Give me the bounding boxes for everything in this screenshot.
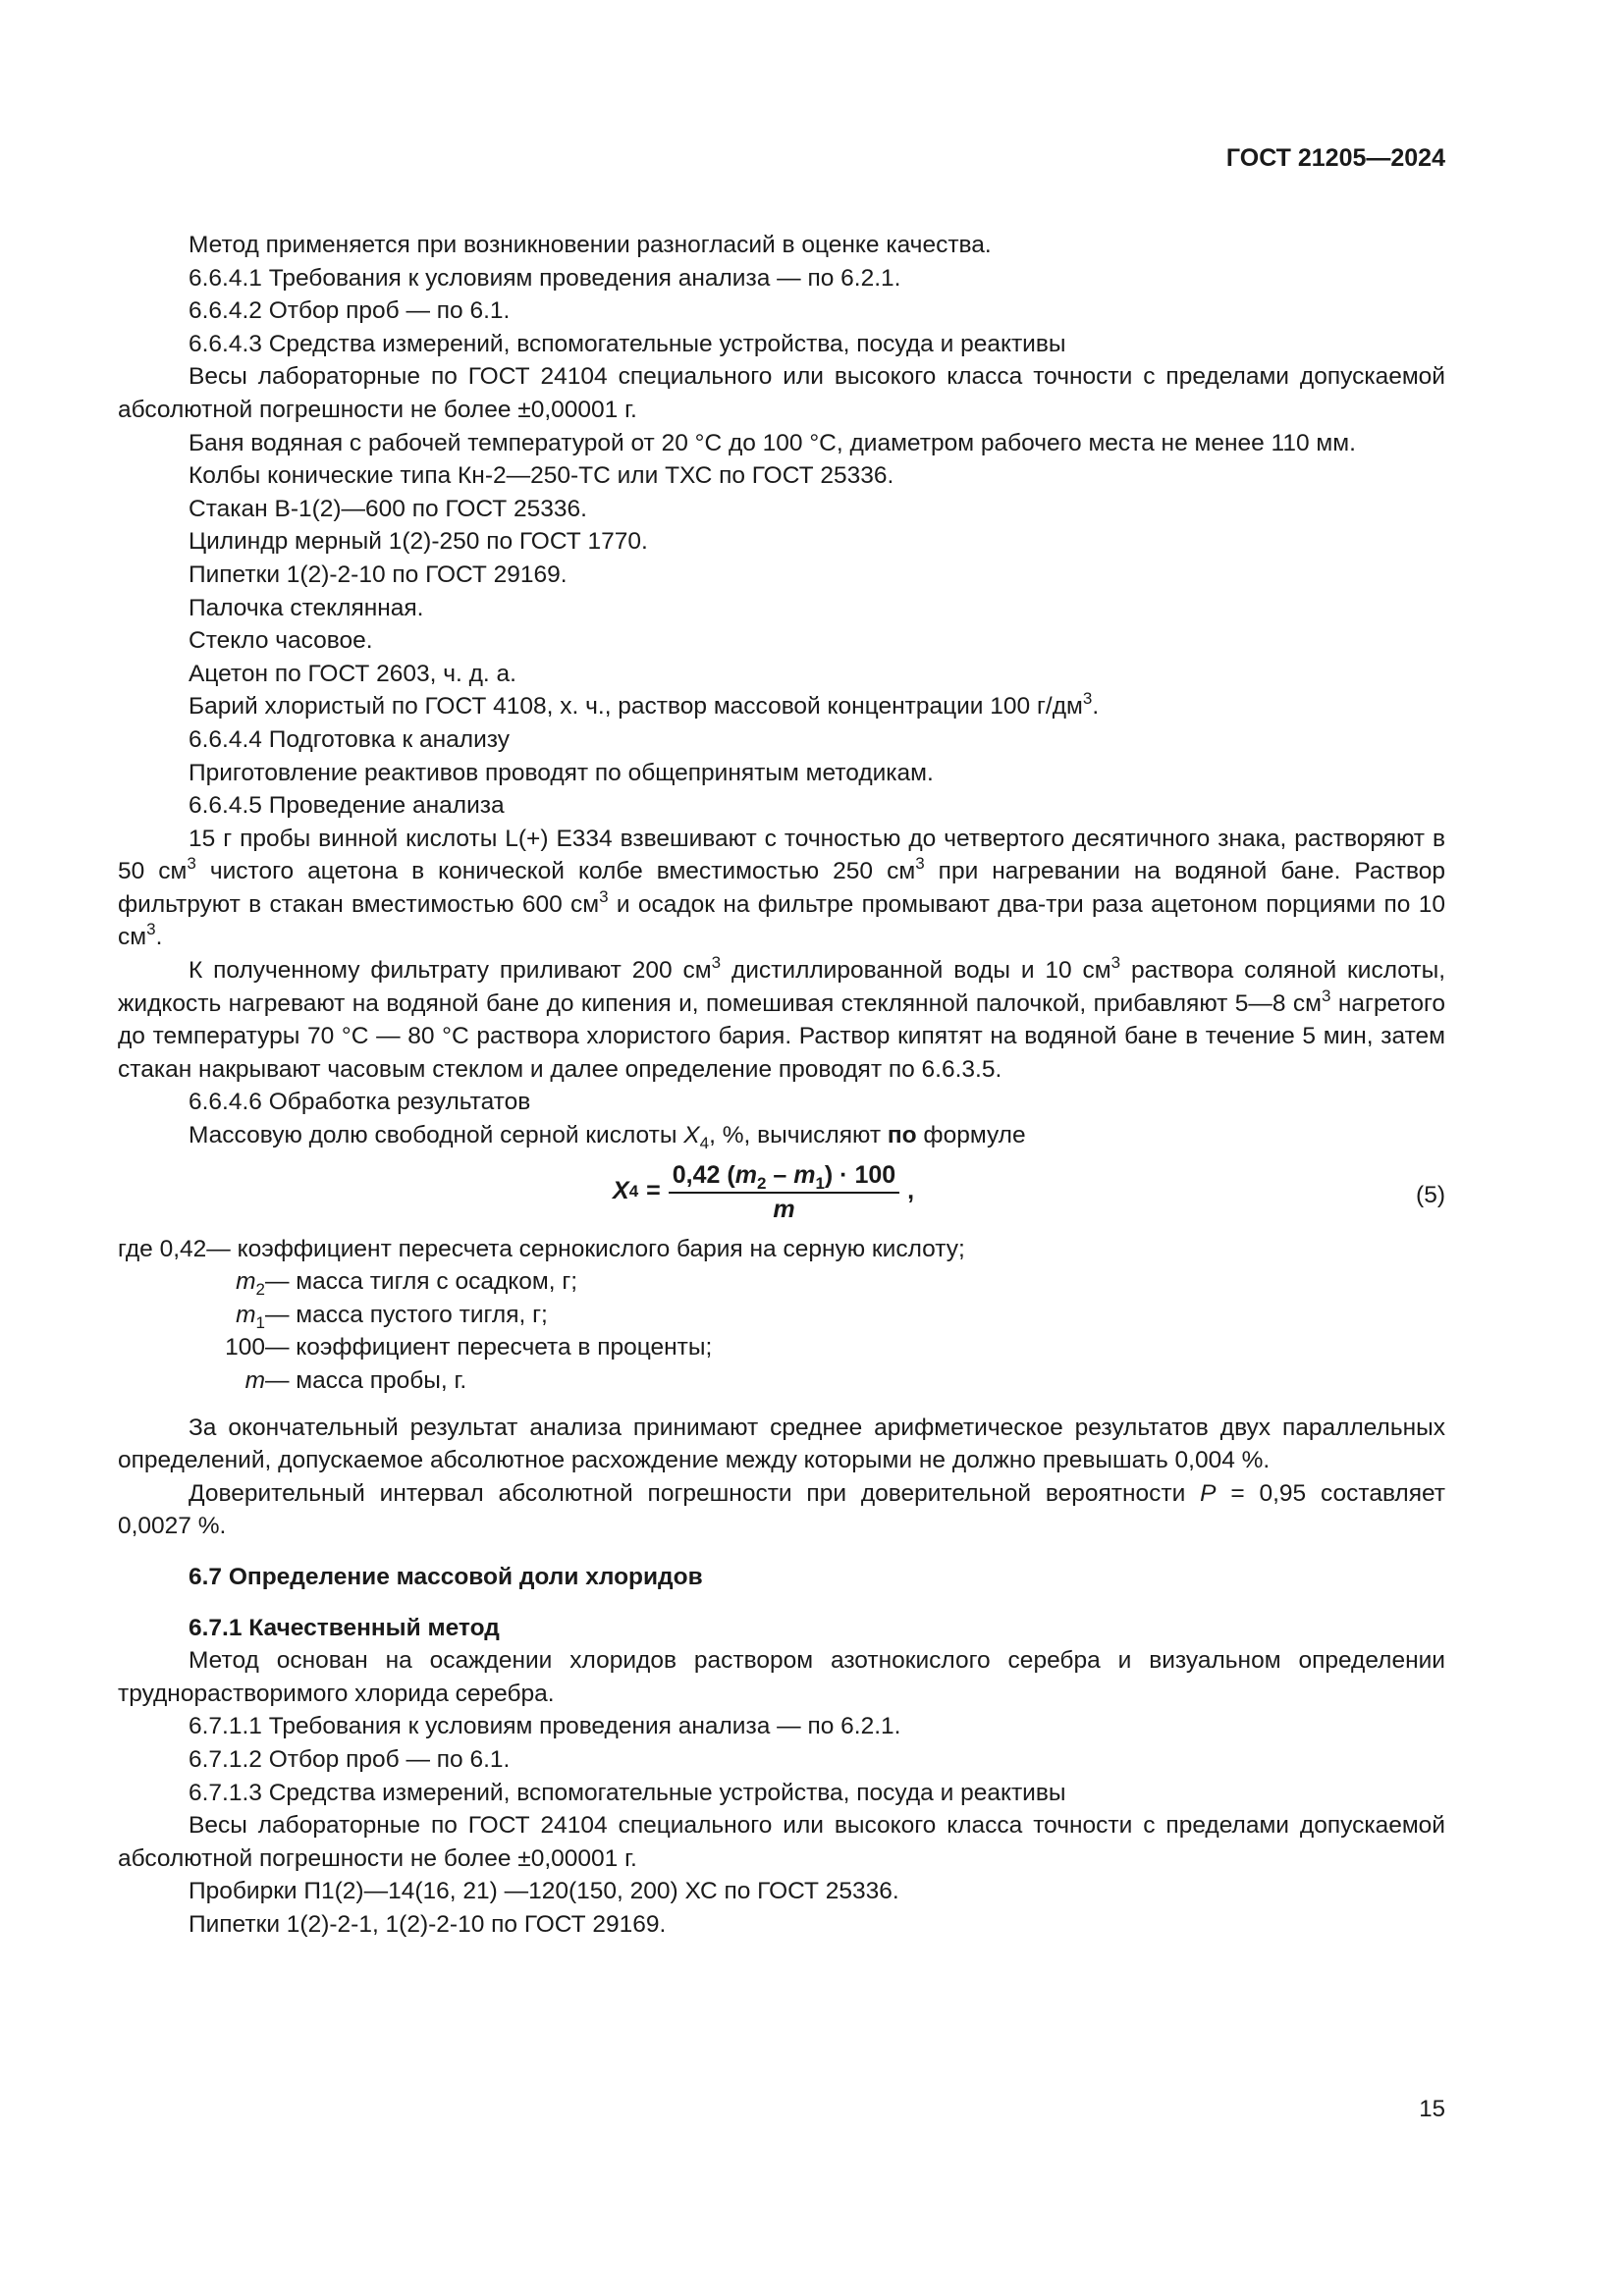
text-run: Доверительный интервал абсолютной погрешности при доверительной вероятности [189, 1479, 1201, 1507]
formula-number: (5) [1416, 1181, 1445, 1208]
clause-6-6-4-5: 6.6.4.5 Проведение анализа [189, 792, 505, 820]
text-run: ) · 100 [824, 1160, 896, 1189]
text-run: – [766, 1160, 794, 1189]
document-header: ГОСТ 21205—2024 [1225, 144, 1445, 172]
definition-text: — масса пустого тигля, г; [265, 1301, 548, 1328]
text-run: . [155, 924, 163, 951]
paragraph: За окончательный результат анализа принимают среднее арифметическое результатов двух параллельных определений, допускаемое абсолютное расхождение между которыми не должно превышать 0,004 %. [118, 1414, 1445, 1474]
paragraph: Весы лабораторные по ГОСТ 24104 специального или высокого класса точности с пределами допускаемой абсолютной погрешности не более ±0,00001 г. [118, 1812, 1445, 1872]
subscript: 4 [699, 1134, 710, 1153]
variable: m [236, 1268, 256, 1296]
text-run: К полученному фильтрату приливают 200 см [189, 957, 712, 985]
definition-row [118, 1265, 1445, 1299]
definition-row [118, 1299, 1445, 1332]
paragraph: Пипетки 1(2)-2-1, 1(2)-2-10 по ГОСТ 29169. [189, 1910, 667, 1938]
superscript: 3 [1110, 953, 1121, 973]
definition-text: — коэффициент пересчета сернокислого бария на серную кислоту; [206, 1235, 965, 1262]
formula-comma: , [907, 1177, 915, 1205]
paragraph [118, 823, 1445, 954]
text-run: 0,42 ( [672, 1160, 735, 1189]
text-run: 15 г пробы винной кислоты L(+) Е334 взвешивают с точностью до четвертого десятичного знака, растворяют в 50 см [118, 825, 1445, 885]
text-run: нагретого до температуры 70 °С — 80 °С раствора хлористого бария. Раствор кипятят на водяной бане в течение 5 мин, затем стакан накрывают часовым стеклом и далее определение проводят по 6.6.3.5. [118, 989, 1446, 1083]
paragraph [118, 954, 1445, 1086]
section-heading-6-7: 6.7 Определение массовой доли хлоридов [189, 1563, 703, 1590]
clause-6-7-1-3: 6.7.1.3 Средства измерений, вспомогательные устройства, посуда и реактивы [189, 1779, 1066, 1806]
paragraph: Весы лабораторные по ГОСТ 24104 специального или высокого класса точности с пределами допускаемой абсолютной погрешности не более ±0,00001 г. [118, 363, 1445, 423]
where-label: где [118, 1235, 153, 1262]
paragraph [118, 690, 1445, 723]
definition-row [118, 1233, 1445, 1266]
superscript: 3 [915, 854, 925, 874]
text-run-bold: по [887, 1122, 917, 1149]
text-run: Барий хлористый по ГОСТ 4108, х. ч., раствор массовой концентрации 100 г/дм [189, 693, 1083, 721]
subscript: 2 [756, 1173, 767, 1193]
definition-term [118, 1364, 265, 1398]
clause-6-7-1-2: 6.7.1.2 Отбор проб — по 6.1. [189, 1745, 511, 1773]
superscript: 3 [1322, 986, 1331, 1005]
superscript: 3 [187, 854, 196, 874]
definition-row [118, 1364, 1445, 1398]
paragraph: Колбы конические типа Кн-2—250-ТС или ТХС по ГОСТ 25336. [189, 462, 894, 490]
clause-6-6-4-4: 6.6.4.4 Подготовка к анализу [189, 725, 510, 753]
paragraph: Стакан В-1(2)—600 по ГОСТ 25336. [189, 495, 587, 522]
text-run: Массовую долю свободной серной кислоты [189, 1122, 684, 1149]
text-run: дистиллированной воды и 10 см [721, 957, 1111, 985]
fraction [669, 1160, 899, 1224]
formula-expression: X 4 = $\frac{0,42 (m_2 - m_1) \cdot 100}{m}$ , [613, 1160, 915, 1223]
page-number: 15 [1419, 2096, 1445, 2122]
formula-5 [118, 1160, 1445, 1229]
text-run: и осадок на фильтре промывают два-три раза ацетоном порциями по 10 см [118, 890, 1445, 951]
clause-6-6-4-1: 6.6.4.1 Требования к условиям проведения анализа — по 6.2.1. [189, 264, 901, 292]
equals-sign: = [646, 1177, 661, 1205]
superscript: 3 [1082, 689, 1093, 709]
subscript: 1 [815, 1173, 825, 1193]
text-run: раствора соляной кислоты, жидкость нагревают на водяной бане до кипения и, помешивая стеклянной палочкой, прибавляют 5—8 см [118, 957, 1446, 1017]
paragraph: Палочка стеклянная. [189, 594, 424, 621]
denominator: m [773, 1195, 795, 1223]
variable: m [734, 1160, 757, 1189]
text-run: . [1092, 693, 1100, 721]
text-run: = 0,95 составляет 0,0027 %. [118, 1479, 1446, 1540]
definition-term: 100 [225, 1334, 265, 1362]
subscript: 1 [255, 1312, 265, 1332]
definition-text: — масса пробы, г. [265, 1367, 467, 1394]
paragraph: Баня водяная с рабочей температурой от 20 °С до 100 °С, диаметром рабочего места не менее 110 мм. [189, 429, 1356, 456]
text-run: чистого ацетона в конической колбе вместимостью 250 см [195, 858, 916, 885]
paragraph: Ацетон по ГОСТ 2603, ч. д. а. [189, 660, 516, 687]
paragraph: Цилиндр мерный 1(2)-250 по ГОСТ 1770. [189, 528, 648, 556]
variable: m [236, 1301, 256, 1328]
paragraph [118, 1477, 1445, 1543]
superscript: 3 [711, 953, 722, 973]
definition-text: — масса тигля с осадком, г; [265, 1268, 578, 1296]
definition-term [118, 1299, 265, 1332]
paragraph: Приготовление реактивов проводят по общепринятым методикам. [189, 759, 934, 786]
variable: m [793, 1160, 816, 1189]
definition-term [118, 1265, 265, 1299]
superscript: 3 [146, 920, 156, 939]
definition-term: 0,42 [159, 1235, 207, 1262]
section-heading-6-7-1: 6.7.1 Качественный метод [189, 1614, 500, 1641]
subscript: 2 [255, 1280, 265, 1300]
variable: X [683, 1122, 700, 1149]
paragraph: Метод основан на осаждении хлоридов раствором азотнокислого серебра и визуальном определении труднорастворимого хлорида серебра. [118, 1647, 1445, 1707]
variable: m [244, 1367, 265, 1394]
text-run: при нагревании на водяной бане. Раствор фильтруют в стакан вместимостью 600 см [118, 858, 1446, 918]
clause-6-6-4-6: 6.6.4.6 Обработка результатов [189, 1089, 531, 1116]
formula-lhs: X [613, 1177, 629, 1205]
paragraph [118, 1119, 1445, 1152]
definition-row [118, 1331, 1445, 1364]
variable: P [1200, 1479, 1217, 1507]
text-run: , %, вычисляют [709, 1122, 888, 1149]
definition-text: — коэффициент пересчета в проценты; [265, 1334, 713, 1362]
paragraph: Стекло часовое. [189, 627, 373, 655]
clause-6-6-4-3: 6.6.4.3 Средства измерений, вспомогательные устройства, посуда и реактивы [189, 330, 1066, 357]
numerator [669, 1160, 899, 1194]
text-run: формуле [916, 1122, 1026, 1149]
clause-6-6-4-2: 6.6.4.2 Отбор проб — по 6.1. [189, 297, 511, 325]
paragraph: Метод применяется при возникновении разногласий в оценке качества. [189, 232, 992, 258]
clause-6-7-1-1: 6.7.1.1 Требования к условиям проведения анализа — по 6.2.1. [189, 1713, 901, 1740]
document-body [118, 229, 1445, 1942]
paragraph: Пробирки П1(2)—14(16, 21) —120(150, 200) ХС по ГОСТ 25336. [189, 1878, 899, 1905]
superscript: 3 [599, 886, 609, 906]
paragraph: Пипетки 1(2)-2-10 по ГОСТ 29169. [189, 561, 568, 588]
